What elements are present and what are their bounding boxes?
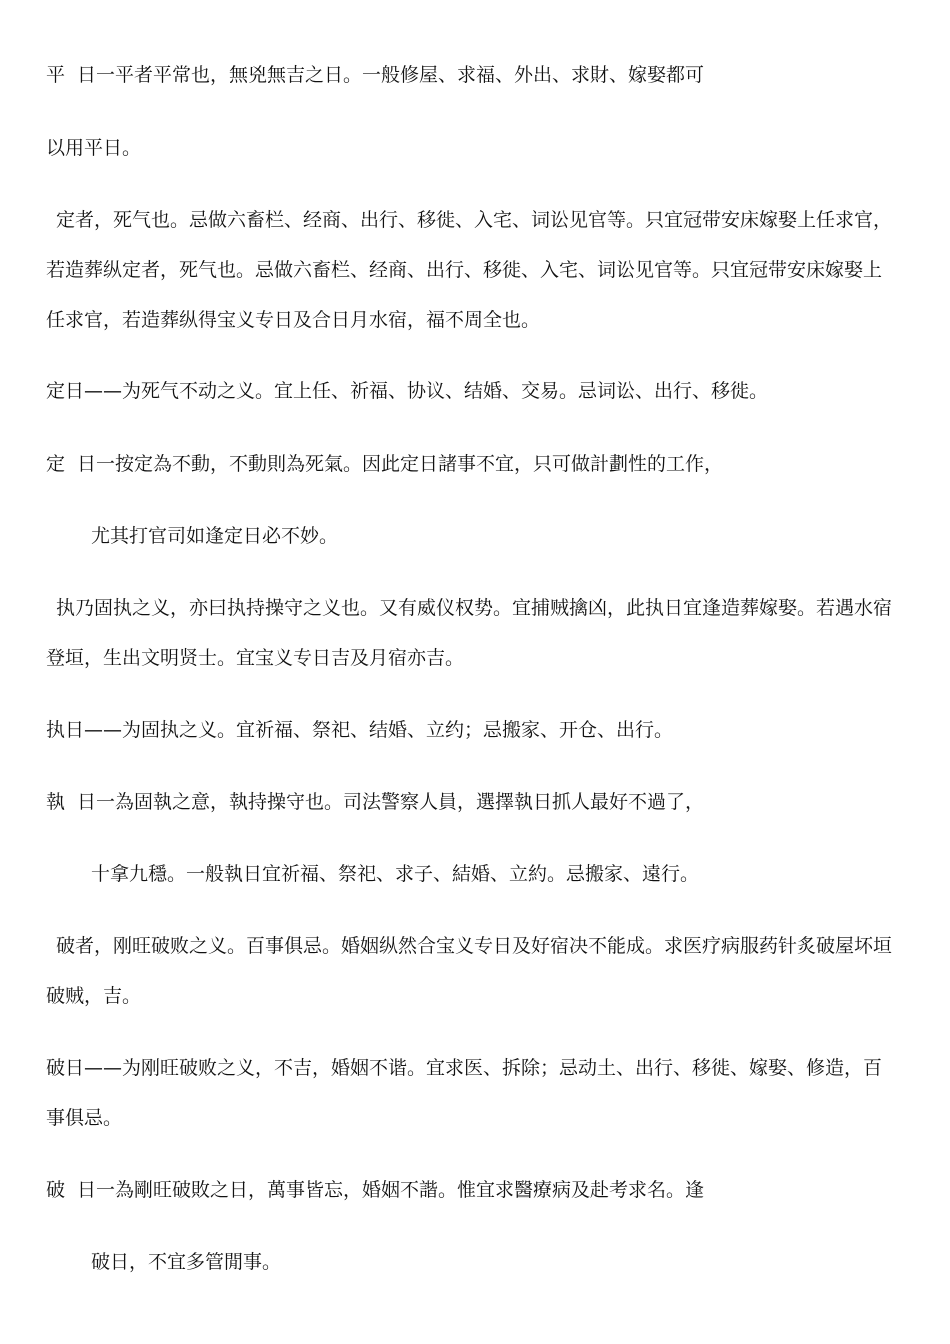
paragraph-text: 日一平者平常也，無兇無吉之日。一般修屋、求福、外出、求財、嫁娶都可 (77, 64, 705, 86)
day-head-char: 平 (46, 64, 66, 86)
paragraph-text: 执乃固执之义，亦曰执持操守之义也。又有威仪权势。宜捕贼擒凶，此执日宜逢造葬嫁娶。若遇水宿 (56, 597, 893, 619)
paragraph-text: 破者，刚旺破败之义。百事俱忌。婚姻纵然合宝义专日及好宿决不能成。求医疗病服药针炙破屋坏垣 (56, 935, 893, 957)
day-head-char: 定 (46, 453, 66, 475)
paragraph-ding-day-trad-line-1 (46, 452, 916, 476)
paragraph-zhi-line-2 (46, 646, 916, 670)
paragraph-text: 日一按定為不動，不動則為死氣。因此定日諸事不宜，只可做計劃性的工作， (77, 453, 724, 475)
paragraph-text: 若造葬纵定者，死气也。忌做六畜栏、经商、出行、移徙、入宅、词讼见官等。只宜冠带安床嫁娶上 (46, 259, 883, 281)
paragraph-text: 十拿九穩。一般執日宜祈福、祭祀、求子、結婚、立約。忌搬家、遠行。 (91, 863, 700, 885)
paragraph-po-day-trad-line-2 (91, 1250, 950, 1274)
paragraph-text: 定日——为死气不动之义。宜上任、祈福、协议、结婚、交易。忌词讼、出行、移徙。 (46, 380, 769, 402)
paragraph-text: 执日——为固执之义。宜祈福、祭祀、结婚、立约；忌搬家、开仓、出行。 (46, 719, 674, 741)
paragraph-text: 定者，死气也。忌做六畜栏、经商、出行、移徙、入宅、词讼见官等。只宜冠带安床嫁娶上任求官， (56, 209, 893, 231)
paragraph-ding-line-2 (46, 258, 916, 282)
paragraph-zhi-line-1 (56, 596, 926, 620)
paragraph-text: 任求官，若造葬纵得宝义专日及合日月水宿，福不周全也。 (46, 309, 541, 331)
paragraph-text: 破日——为刚旺破败之义，不吉，婚姻不谐。宜求医、拆除；忌动土、出行、移徙、嫁娶、修造，百 (46, 1057, 883, 1079)
paragraph-text: 事俱忌。 (46, 1107, 123, 1129)
paragraph-text: 破日，不宜多管閒事。 (91, 1251, 282, 1273)
paragraph-text: 尤其打官司如逢定日必不妙。 (91, 525, 339, 547)
paragraph-ding-day-summary (46, 379, 916, 403)
paragraph-ding-line-1 (56, 208, 926, 232)
paragraph-po-day-summary-line-2 (46, 1106, 916, 1130)
paragraph-text: 破贼，吉。 (46, 985, 142, 1007)
paragraph-text: 日一為剛旺破敗之日，萬事皆忘，婚姻不諧。惟宜求醫療病及赴考求名。逢 (77, 1179, 705, 1201)
paragraph-ding-line-3 (46, 308, 916, 332)
paragraph-zhi-day-trad-line-2 (91, 862, 950, 886)
day-head-char: 執 (46, 791, 66, 813)
paragraph-text: 登垣，生出文明贤士。宜宝义专日吉及月宿亦吉。 (46, 647, 465, 669)
day-head-char: 破 (46, 1179, 66, 1201)
paragraph-po-day-summary-line-1 (46, 1056, 916, 1080)
paragraph-text: 日一為固執之意，執持操守也。司法警察人員，選擇執日抓人最好不過了， (77, 791, 705, 813)
paragraph-po-line-1 (56, 934, 926, 958)
paragraph-zhi-day-trad-line-1 (46, 790, 916, 814)
paragraph-text: 以用平日。 (46, 137, 142, 159)
paragraph-ding-day-trad-line-2 (91, 524, 950, 548)
paragraph-po-day-trad-line-1 (46, 1178, 916, 1202)
paragraph-po-line-2 (46, 984, 916, 1008)
paragraph-ping-day-line-2 (46, 136, 916, 160)
paragraph-zhi-day-summary (46, 718, 916, 742)
paragraph-ping-day-line-1 (46, 63, 916, 87)
